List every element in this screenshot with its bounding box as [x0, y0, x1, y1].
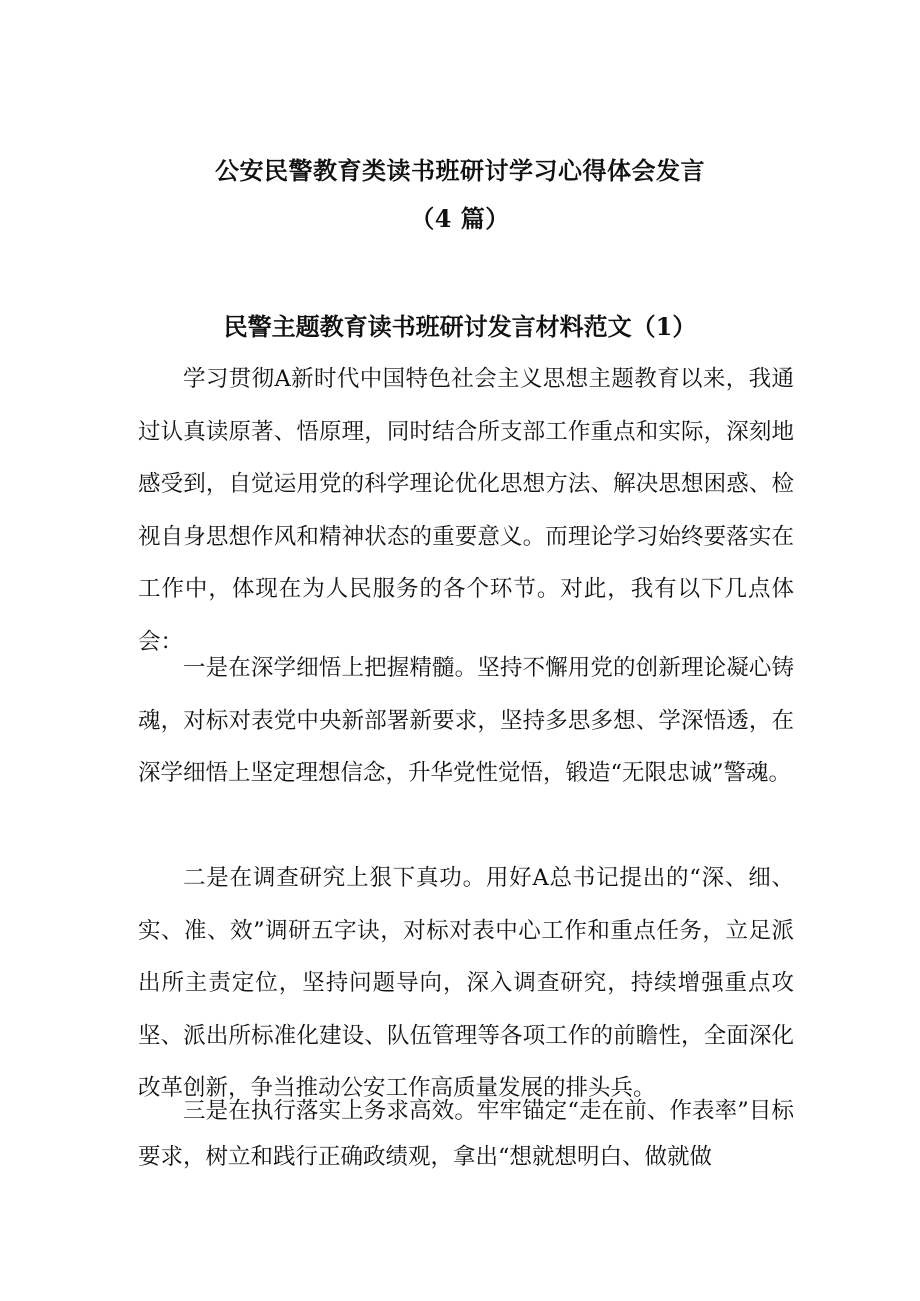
document-subtitle: （4 篇）	[410, 204, 510, 233]
paragraph-intro: 学习贯彻A新时代中国特色社会主义思想主题教育以来，我通过认真读原著、悟原理，同时结合所支部工作重点和实际，深刻地感受到，自觉运用党的科学理论优化思想方法、解决思想困惑、检视自身思想作风和精神状态的重要意义。而理论学习始终要落实在工作中，体现在为人民服务的各个环节。对此，我有以下几点体会：	[138, 366, 794, 655]
document-title: 公安民警教育类读书班研讨学习心得体会发言	[215, 156, 705, 185]
paragraph-point-one: 一是在深学细悟上把握精髓。坚持不懈用党的创新理论凝心铸魂，对标对表党中央新部署新要求，坚持多思多想、学深悟透，在深学细悟上坚定理想信念，升华党性觉悟，锻造“无限忠诚”警魂。	[138, 655, 794, 786]
paragraph-point-three: 三是在执行落实上务求高效。牢牢锚定“走在前、作表率”目标要求，树立和践行正确政绩观，拿出“想就想明白、做就做	[138, 1098, 794, 1170]
paragraph-point-two: 二是在调查研究上狠下真功。用好A总书记提出的“深、细、实、准、效”调研五字诀，对标对表中心工作和重点任务，立足派出所主责定位，坚持问题导向，深入调查研究，持续增强重点攻坚、派出所标准化建设、队伍管理等各项工作的前瞻性，全面深化改革创新，争当推动公安工作高质量发展的排头兵。	[138, 865, 794, 1101]
section-heading: 民警主题教育读书班研讨发言材料范文（1）	[223, 312, 697, 341]
